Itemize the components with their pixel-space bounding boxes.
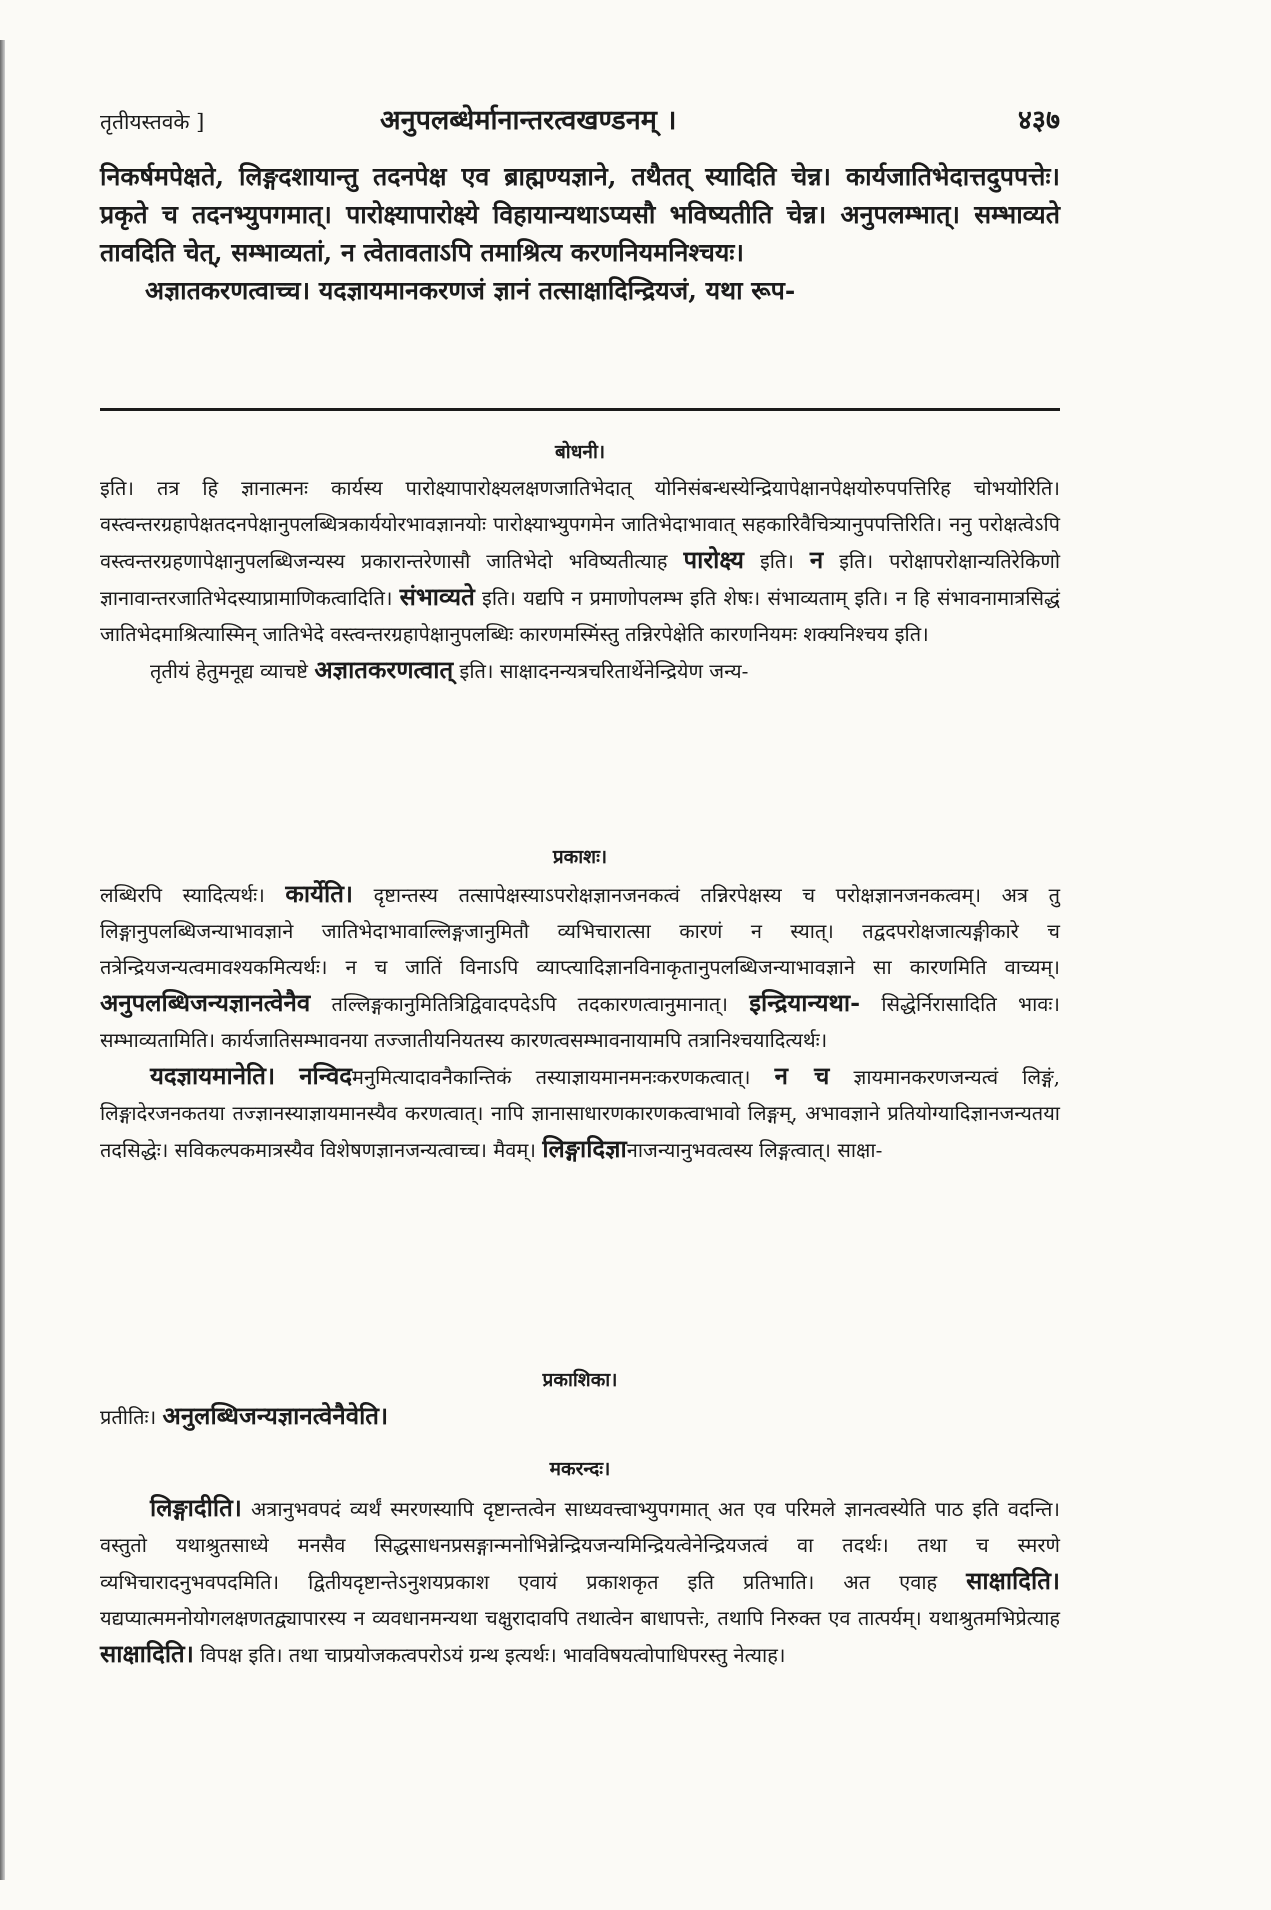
root-text-para-2: अज्ञातकरणत्वाच्च। यदज्ञायमानकरणजं ज्ञानं तत्साक्षादिन्द्रियजं, यथा रूप- bbox=[145, 276, 796, 305]
root-text bbox=[100, 158, 1060, 310]
header-section: तृतीयस्तवके ] bbox=[100, 110, 205, 134]
bodhani-commentary bbox=[100, 470, 1060, 689]
section-rule bbox=[100, 408, 1060, 411]
prakasha-commentary bbox=[100, 876, 1060, 1168]
makaranda-heading: मकरन्दः। bbox=[549, 1458, 611, 1480]
binding-edge bbox=[0, 40, 5, 1880]
bodhani-heading: बोधनी। bbox=[554, 441, 606, 463]
prakashika-heading: प्रकाशिका। bbox=[542, 1369, 618, 1391]
bodhani-para-1: इति। तत्र हि ज्ञानात्मनः कार्यस्य पारोक्ष्यापारोक्ष्यलक्षणजातिभेदात् योनिसंबन्धस्येन्द्रियापेक्षानपेक्षयोरुपपत्तिरिह चोभयोरिति। वस्त्वन्तरग्रहापेक्षतदनपेक्षानुपलब्धित्रकार्ययोरभावज्ञानयोः पारोक्ष्याभ्युपगमेन जातिभेदाभावात् सहकारिवैचित्र्यानुपपत्तिरिति। ननु परोक्षत्वेऽपि वस्त्वन्तरग्रहणापेक्षानुपलब्धिजन्यस्य प्रकारान्तरेणासौ जातिभेदो भविष्यतीत्याह पारोक्ष्य इति। न इति। परोक्षापरोक्षान्यतिरेकिणो ज्ञानावान्तरजातिभेदस्याप्रामाणिकत्वादिति। संभाव्यते इति। यद्यपि न प्रमाणोपलम्भ इति शेषः। संभाव्यताम् इति। न हि संभावनामात्रसिद्धं जातिभेदमाश्रित्यास्मिन् जातिभेदे वस्त्वन्तरग्रहापेक्षानुपलब्धिः कारणमस्मिंस्तु तन्निरपेक्षेति कारणनियमः शक्यनिश्चय इति। bbox=[100, 476, 1061, 646]
running-header bbox=[100, 100, 1060, 140]
header-title: अनुपलब्धेर्मानान्तरत्वखण्डनम् । bbox=[380, 105, 677, 136]
page-number: ४३७ bbox=[1017, 105, 1060, 136]
root-text-para-1: निकर्षमपेक्षते, लिङ्गदशायान्तु तदनपेक्ष एव ब्राह्मण्यज्ञाने, तथैतत् स्यादिति चेन्न। कार्यजातिभेदात्तदुपपत्तेः। प्रकृते च तदनभ्युपगमात्। पारोक्ष्यापारोक्ष्ये विहायान्यथाऽप्यसौ भविष्यतीति चेन्न। अनुपलम्भात्। सम्भाव्यते तावदिति चेत्, सम्भाव्यतां, न त्वेतावताऽपि तमाश्रित्य करणनियमनिश्चयः। bbox=[100, 162, 1060, 267]
prakashika-commentary bbox=[100, 1398, 1060, 1435]
makaranda-commentary bbox=[100, 1490, 1060, 1673]
prakasha-para-1: लब्धिरपि स्यादित्यर्थः। कार्येति। दृष्टान्तस्य तत्सापेक्षस्याऽपरोक्षज्ञानजनकत्वं तन्निरपेक्षस्य च परोक्षज्ञानजनकत्वम्। अत्र तु लिङ्गानुपलब्धिजन्याभावज्ञाने जातिभेदाभावाल्लिङ्गजानुमितौ व्यभिचारात्सा कारणं न स्यात्। तद्वदपरोक्षजात्यङ्गीकारे च तत्रेन्द्रियजन्यत्वमावश्यकमित्यर्थः। न च जातिं विनाऽपि व्याप्त्यादिज्ञानविनाकृतानुपलब्धिजन्याभावज्ञाने सा कारणमिति वाच्यम्। अनुपलब्धिजन्यज्ञानत्वेनैव तल्लिङ्गकानुमितित्रिद्विवादपदेऽपि तदकारणत्वानुमानात्। इन्द्रियान्यथा- सिद्धेर्निरासादिति भावः। सम्भाव्यतामिति। कार्यजातिसम्भावनया तज्जातीयनियतस्य कारणत्वसम्भावनायामपि तत्रानिश्चयादित्यर्थः। bbox=[100, 879, 1061, 1052]
prakasha-para-2: यदज्ञायमानेति। नन्विदमनुमित्यादावनैकान्तिकं तस्याज्ञायमानमनःकरणकत्वात्। न च ज्ञायमानकरणजन्यत्वं लिङ्गं, लिङ्गादेरजनकतया तज्ज्ञानस्याज्ञायमानस्यैव करणत्वात्। नापि ज्ञानासाधारणकारणकत्वाभावो लिङ्गम्, अभावज्ञाने प्रतियोग्यादिज्ञानजन्यतया तदसिद्धेः। सविकल्पकमात्रस्यैव विशेषणज्ञानजन्यत्वाच्च। मैवम्। लिङ्गादिज्ञानाजन्यानुभवत्वस्य लिङ्गत्वात्। साक्षा- bbox=[100, 1061, 1061, 1163]
prakashika-para: प्रतीतिः। अनुलब्धिजन्यज्ञानत्वेनैवेति। bbox=[100, 1401, 389, 1430]
bodhani-para-2: तृतीयं हेतुमनूद्य व्याचष्टे अज्ञातकरणत्वात् इति। साक्षादनन्यत्रचरितार्थेनेन्द्रियेण जन्य- bbox=[150, 655, 749, 684]
prakasha-heading: प्रकाशः। bbox=[552, 846, 608, 868]
makaranda-para: लिङ्गादीति। अत्रानुभवपदं व्यर्थं स्मरणस्यापि दृष्टान्तत्वेन साध्यवत्त्वाभ्युपगमात् अत एव परिमले ज्ञानत्वस्येति पाठ इति वदन्ति। वस्तुतो यथाश्रुतसाध्ये मनसैव सिद्धसाधनप्रसङ्गान्मनोभिन्नेन्द्रियजन्यमिन्द्रियत्वेनेन्द्रियजत्वं वा तदर्थः। तथा च स्मरणे व्यभिचारादनुभवपदमिति। द्वितीयदृष्टान्तेऽनुशयप्रकाश एवायं प्रकाशकृत इति प्रतिभाति। अत एवाह साक्षादिति। यद्यप्यात्ममनोयोगलक्षणतद्व्यापारस्य न व्यवधानमन्यथा चक्षुरादावपि तथात्वेन बाधापत्तेः, तथापि निरुक्त एव तात्पर्यम्। यथाश्रुतमभिप्रेत्याह साक्षादिति। विपक्ष इति। तथा चाप्रयोजकत्वपरोऽयं ग्रन्थ इत्यर्थः। भावविषयत्वोपाधिपरस्तु नेत्याह। bbox=[100, 1493, 1060, 1668]
